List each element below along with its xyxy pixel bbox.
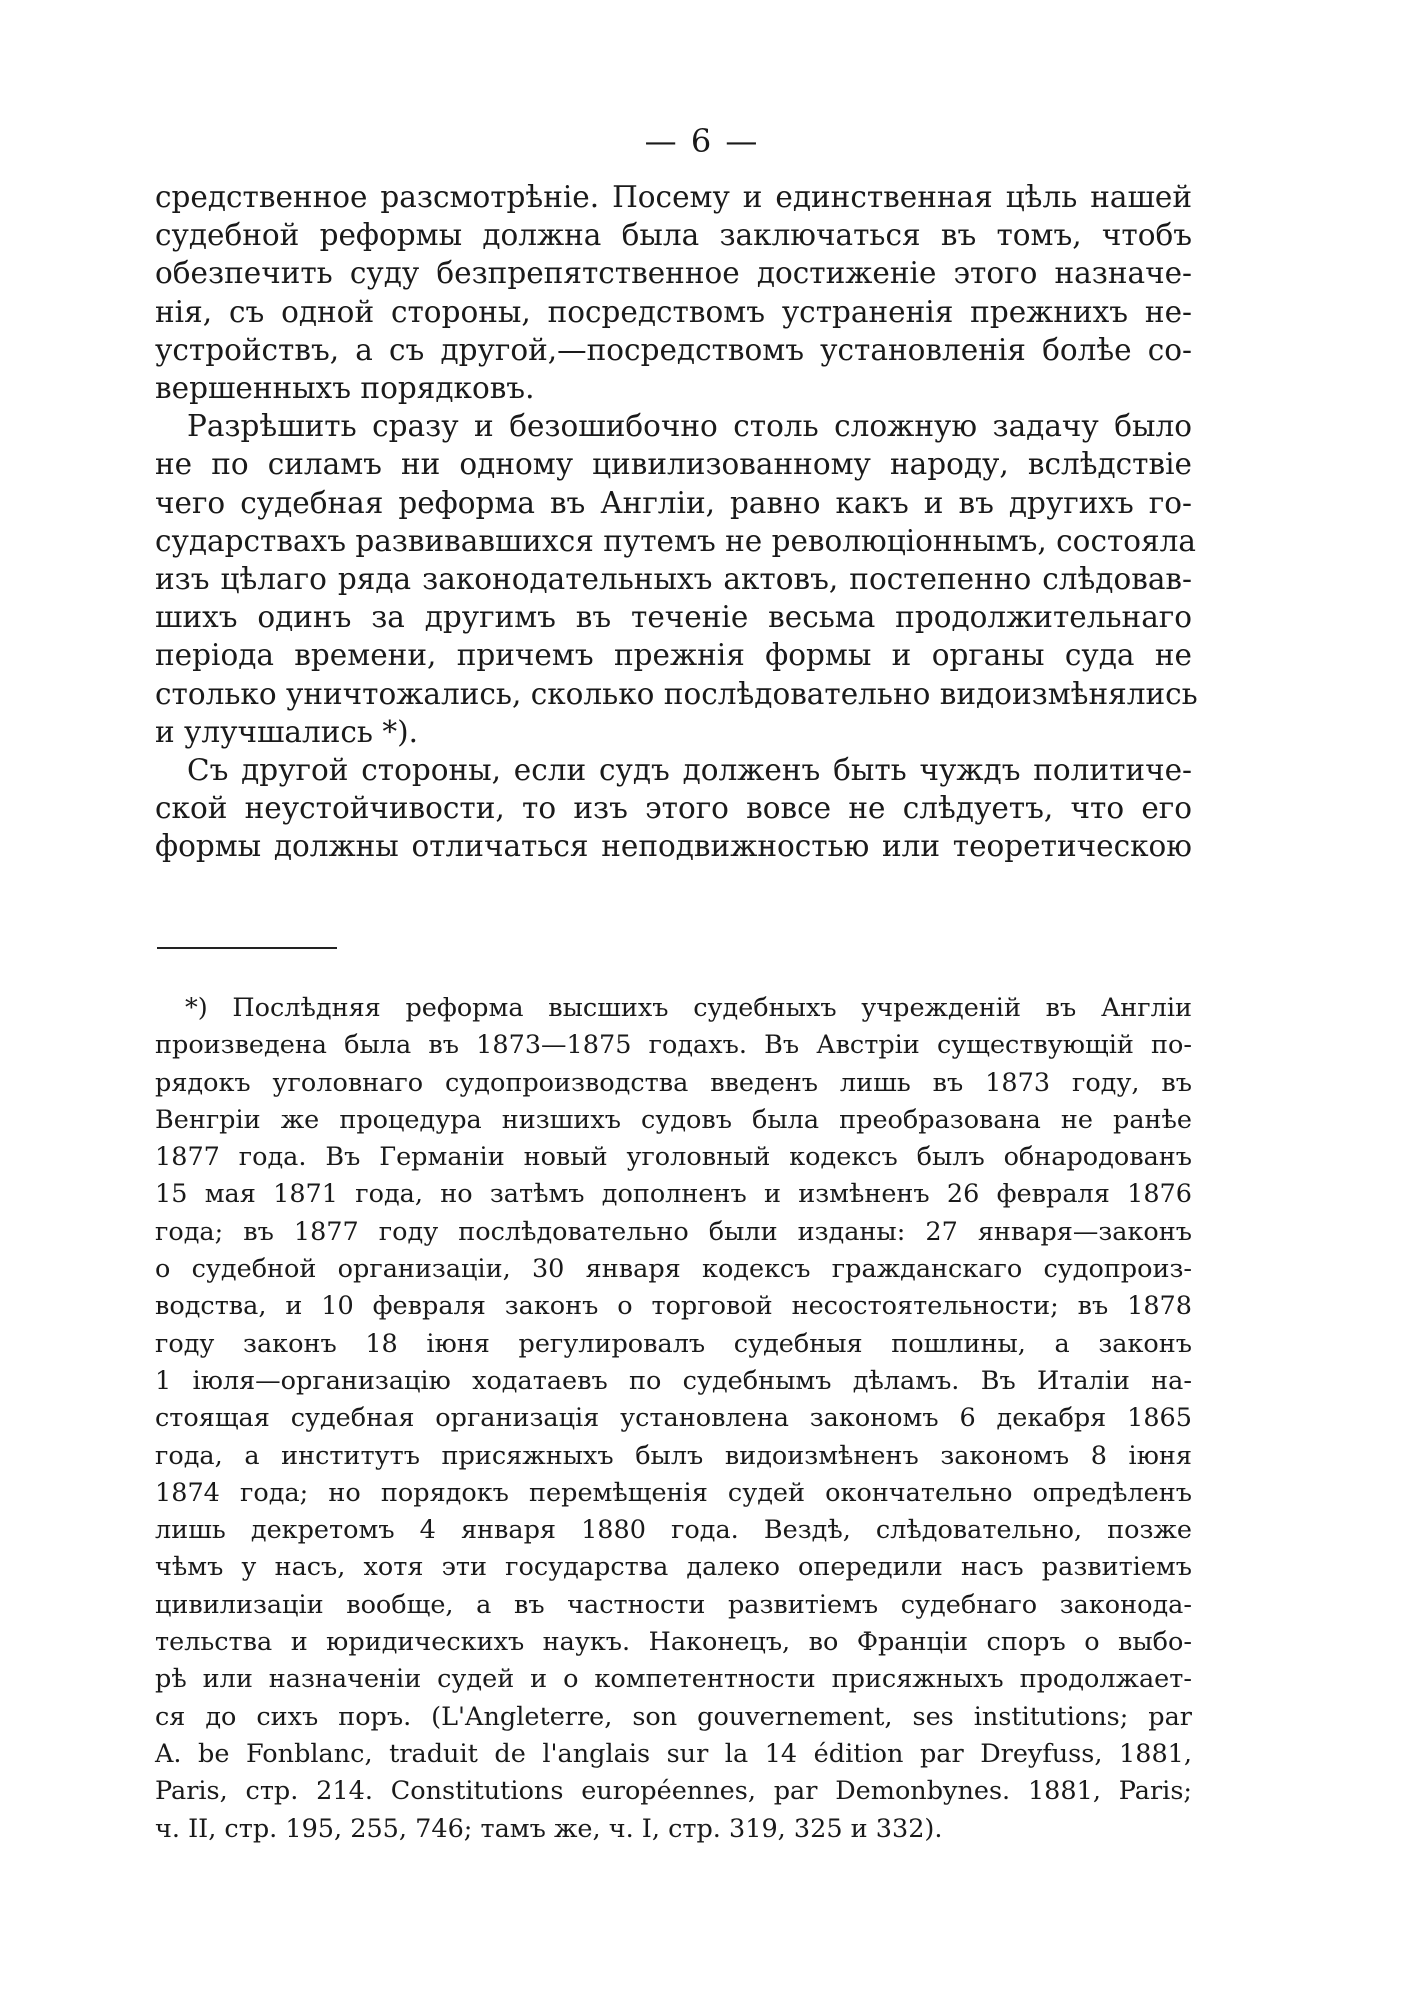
footnote-line: водства, и 10 февраля законъ о торговой несостоятельности; въ 1878 xyxy=(155,1291,1192,1322)
text-line: Съ другой стороны, если судъ долженъ быть чуждъ политиче- xyxy=(187,753,1192,788)
text-line: устройствъ, а съ другой,—посредствомъ установленія болѣе со- xyxy=(155,332,1192,367)
text-line: формы должны отличаться неподвижностью или теоретическою xyxy=(155,829,1192,864)
footnote-line: о судебной организаціи, 30 января кодексъ гражданскаго судопроиз- xyxy=(155,1254,1192,1285)
footnote-line: лишь декретомъ 4 января 1880 года. Вездѣ, слѣдовательно, позже xyxy=(155,1515,1192,1546)
text-line: судебной реформы должна была заключаться въ томъ, чтобъ xyxy=(155,218,1192,253)
footnote-line: 1 іюля—организацію ходатаевъ по судебнымъ дѣламъ. Въ Италіи на- xyxy=(155,1365,1192,1396)
page-number: — 6 — xyxy=(644,122,760,160)
footnote-line: 15 мая 1871 года, но затѣмъ дополненъ и измѣненъ 26 февраля 1876 xyxy=(155,1179,1192,1210)
text-line: періода времени, причемъ прежнія формы и органы суда не xyxy=(155,638,1192,673)
text-line: средственное разсмотрѣніе. Посему и единственная цѣль нашей xyxy=(155,180,1192,214)
footnote-line: тельства и юридическихъ наукъ. Наконецъ, во Франціи споръ о выбо- xyxy=(155,1627,1192,1658)
footnote-line: года; въ 1877 году послѣдовательно были изданы: 27 января—законъ xyxy=(155,1216,1192,1247)
text-line: обезпечить суду безпрепятственное достиженіе этого назначе- xyxy=(155,256,1192,291)
footnote-body xyxy=(155,990,1192,1848)
footnote-line: *) Послѣдняя реформа высшихъ судебныхъ учрежденій въ Англіи xyxy=(185,993,1192,1023)
text-line: столько уничтожались, сколько послѣдовательно видоизмѣнялись xyxy=(155,676,1198,711)
footnote-line: рѣ или назначеніи судей и о компетентности присяжныхъ продолжает- xyxy=(155,1664,1192,1695)
text-line: и улучшались *). xyxy=(155,714,419,749)
footnote-line: чѣмъ у насъ, хотя эти государства далеко опередили насъ развитіемъ xyxy=(155,1552,1192,1583)
footnote-line: Венгріи же процедура низшихъ судовъ была преобразована не ранѣе xyxy=(155,1104,1192,1135)
text-line: не по силамъ ни одному цивилизованному народу, вслѣдствіе xyxy=(155,447,1192,482)
footnote-line: года, а институтъ присяжныхъ былъ видоизмѣненъ закономъ 8 іюня xyxy=(155,1440,1192,1471)
footnote-line: цивилизаціи вообще, а въ частности развитіемъ судебнаго законода- xyxy=(155,1589,1192,1620)
text-line: нія, съ одной стороны, посредствомъ устраненія прежнихъ не- xyxy=(155,294,1192,329)
text-line: Разрѣшить сразу и безошибочно столь сложную задачу было xyxy=(187,409,1192,444)
text-line: вершенныхъ порядковъ. xyxy=(155,371,535,406)
footnote-line: 1874 года; но порядокъ перемѣщенія судей окончательно опредѣленъ xyxy=(155,1477,1192,1508)
text-line: сударствахъ развивавшихся путемъ не революціоннымъ, состояла xyxy=(155,523,1196,558)
footnote-divider xyxy=(157,947,337,949)
footnote-line: A. be Fonblanc, traduit de l'anglais sur la 14 édition par Dreyfuss, 1881, xyxy=(155,1738,1192,1769)
footnote-line: 1877 года. Въ Германіи новый уголовный кодексъ былъ обнародованъ xyxy=(155,1142,1192,1173)
footnote-line: ч. II, стр. 195, 255, 746; тамъ же, ч. I, стр. 319, 325 и 332). xyxy=(155,1813,943,1844)
footnote-line: ся до сихъ поръ. (L'Angleterre, son gouvernement, ses institutions; par xyxy=(155,1701,1192,1732)
text-line: изъ цѣлаго ряда законодательныхъ актовъ, постепенно слѣдовав- xyxy=(155,562,1192,597)
text-line: шихъ одинъ за другимъ въ теченіе весьма продолжительнаго xyxy=(155,600,1192,635)
text-line: чего судебная реформа въ Англіи, равно какъ и въ другихъ го- xyxy=(155,485,1192,520)
footnote-line: Paris, стр. 214. Constitutions européennes, par Demonbynes. 1881, Paris; xyxy=(155,1776,1192,1807)
footnote-line: рядокъ уголовнаго судопроизводства введенъ лишь въ 1873 году, въ xyxy=(155,1067,1192,1098)
footnote-line: произведена была въ 1873—1875 годахъ. Въ Австріи существующій по- xyxy=(155,1030,1192,1061)
main-text-body xyxy=(155,178,1198,866)
text-line: ской неустойчивости, то изъ этого вовсе не слѣдуетъ, что его xyxy=(155,791,1192,826)
footnote-line: году законъ 18 іюня регулировалъ судебныя пошлины, а законъ xyxy=(155,1328,1192,1359)
footnote-line: стоящая судебная организація установлена закономъ 6 декабря 1865 xyxy=(155,1403,1192,1434)
